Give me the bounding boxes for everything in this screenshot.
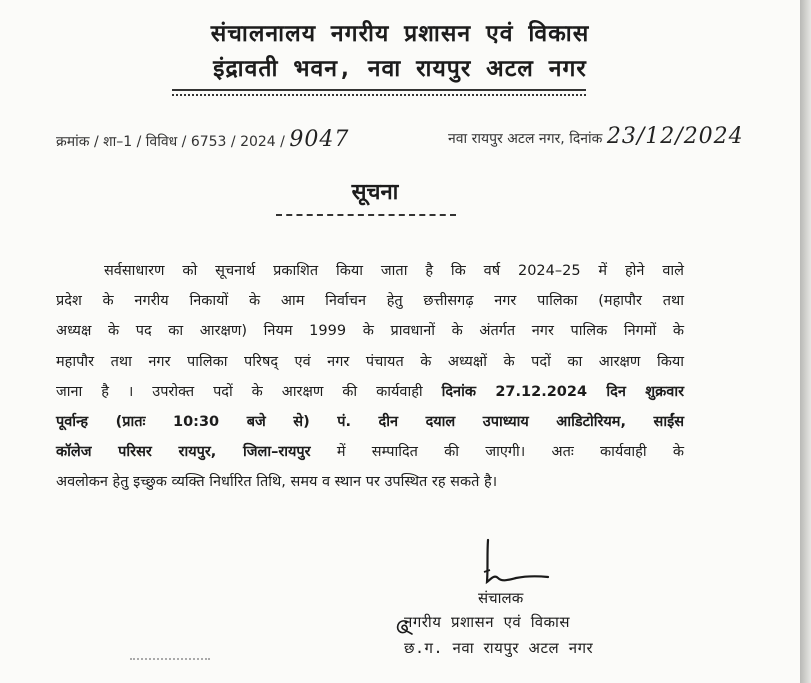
reference-number	[56, 127, 349, 152]
body-line	[56, 437, 684, 467]
body-bold-date: दिनांक 27.12.2024 दिन शुक्रवार	[441, 383, 685, 400]
notice-body	[56, 256, 684, 498]
body-line: अवलोकन हेतु इच्छुक व्यक्ति निर्धारित तिथि, समय व स्थान पर उपस्थित रह सकते है।	[56, 474, 498, 491]
body-text: में सम्पादित की जाएगी। अतः कार्यवाही के	[336, 444, 684, 461]
body-text: जाना है । उपरोक्त पदों के आरक्षण की कार्यवाही	[56, 383, 423, 400]
body-bold-venue: पूर्वान्ह (प्रातः 10:30 बजे से) पं. दीन दयाल उपाध्याय आडिटोरियम, साईंस	[56, 413, 684, 430]
signatory-title: संचालक	[478, 589, 524, 607]
footer-mark	[130, 658, 210, 660]
signature	[476, 536, 566, 594]
reference-handwritten-number: 9047	[289, 127, 350, 152]
date-printed: नवा रायपुर अटल नगर, दिनांक	[448, 131, 603, 147]
body-line: सर्वसाधारण को सूचनार्थ प्रकाशित किया जाता है कि वर्ष 2024–25 में होने वाले	[104, 263, 684, 279]
office-address: इंद्रावती भवन, नवा रायपुर अटल नगर	[213, 56, 587, 82]
body-line	[56, 407, 684, 437]
body-line: महापौर तथा नगर पालिका परिषद् एवं नगर पंचायत के अध्यक्षों के पदों का आरक्षण किया	[56, 353, 684, 370]
signatory-address: छ.ग. नवा रायपुर अटल नगर	[404, 639, 594, 657]
reference-printed: क्रमांक / शा–1 / विविध / 6753 / 2024 /	[56, 134, 285, 150]
header-dotted-underline	[172, 94, 586, 96]
page-edge	[800, 0, 811, 683]
notice-title: सूचना	[351, 180, 399, 205]
date-handwritten: 23/12/2024	[606, 124, 744, 149]
body-bold-venue-place: कॉलेज परिसर रायपुर, जिला–रायपुर	[56, 444, 311, 461]
title-underline	[276, 214, 456, 216]
body-line	[56, 377, 684, 407]
body-line: अध्यक्ष के पद का आरक्षण) नियम 1999 के प्रावधानों के अंतर्गत नगर पालिक निगमों के	[56, 323, 684, 340]
office-name: संचालनालय नगरीय प्रशासन एवं विकास	[210, 21, 590, 47]
signatory-office: नगरीय प्रशासन एवं विकास	[404, 613, 571, 631]
body-line: प्रदेश के नगरीय निकायों के आम निर्वाचन हेतु छत्तीसगढ़ नगर पालिका (महापौर तथा	[56, 293, 684, 310]
header-underline	[172, 89, 586, 91]
issue-date	[448, 124, 798, 149]
